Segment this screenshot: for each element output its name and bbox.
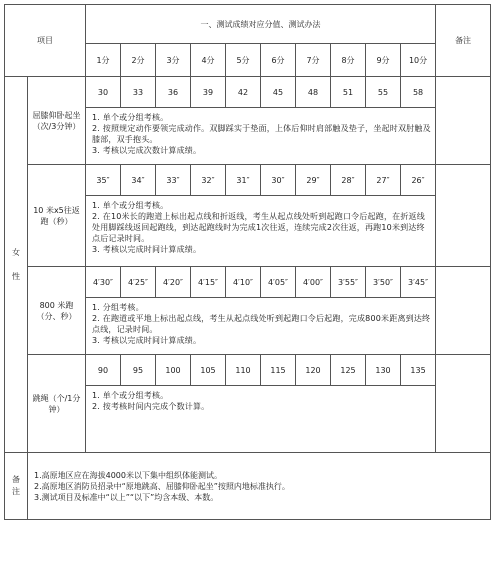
score-header-cell: 5分 (226, 44, 261, 77)
score-value-cell: 32″ (191, 165, 226, 196)
score-value-cell: 130 (366, 355, 401, 386)
event-values-row (5, 77, 491, 108)
event-method-notes (86, 298, 436, 355)
event-remark-cell (436, 355, 491, 453)
method-note-line: 3. 考核以完成时间计算成绩。 (92, 245, 202, 254)
score-value-cell: 33″ (156, 165, 191, 196)
score-value-cell: 4′10″ (226, 267, 261, 298)
event-name: 跳绳（个/1分钟） (28, 355, 86, 453)
score-header-cell: 1分 (86, 44, 121, 77)
score-value-cell: 51 (331, 77, 366, 108)
score-value-cell: 30″ (261, 165, 296, 196)
event-values-row (5, 165, 491, 196)
score-value-cell: 4′30″ (86, 267, 121, 298)
score-header-cell: 4分 (191, 44, 226, 77)
score-value-cell: 30 (86, 77, 121, 108)
score-value-cell: 95 (121, 355, 156, 386)
score-value-cell: 31″ (226, 165, 261, 196)
score-value-cell: 33 (121, 77, 156, 108)
score-value-cell: 110 (226, 355, 261, 386)
score-header-cell: 2分 (121, 44, 156, 77)
remark-header: 备注 (436, 5, 491, 77)
score-value-cell: 3′50″ (366, 267, 401, 298)
score-header-cell: 7分 (296, 44, 331, 77)
method-note-line: 1. 单个或分组考核。 (92, 391, 169, 400)
score-value-cell: 105 (191, 355, 226, 386)
footer-label-text: 备注 (12, 475, 20, 496)
event-method-notes (86, 196, 436, 267)
score-value-cell: 4′20″ (156, 267, 191, 298)
score-value-cell: 39 (191, 77, 226, 108)
score-value-cell: 3′45″ (401, 267, 436, 298)
footer-note: 3.测试项目及标准中“以上”“以下”均含本级、本数。 (34, 492, 219, 502)
score-value-cell: 34″ (121, 165, 156, 196)
fitness-standards-table (4, 4, 491, 520)
score-header-cell: 6分 (261, 44, 296, 77)
event-values-row (5, 355, 491, 386)
score-value-cell: 4′00″ (296, 267, 331, 298)
score-value-cell: 48 (296, 77, 331, 108)
score-value-cell: 115 (261, 355, 296, 386)
score-value-cell: 3′55″ (331, 267, 366, 298)
score-value-cell: 55 (366, 77, 401, 108)
event-method-notes (86, 108, 436, 165)
event-remark-cell (436, 267, 491, 355)
score-value-cell: 4′25″ (121, 267, 156, 298)
score-value-cell: 28″ (331, 165, 366, 196)
table-title: 一、测试成绩对应分值、测试办法 (86, 5, 436, 44)
score-value-cell: 4′05″ (261, 267, 296, 298)
gender-label (5, 77, 28, 453)
footer-note: 2.高原地区消防员招录中“原地跳高、屈膝仰卧起坐”按照内地标准执行。 (34, 481, 290, 491)
score-header-cell: 10分 (401, 44, 436, 77)
event-remark-cell (436, 165, 491, 267)
score-value-cell: 42 (226, 77, 261, 108)
method-note-line: 2. 按考核时间内完成个数计算。 (92, 402, 210, 411)
method-note-line: 1. 分组考核。 (92, 303, 144, 312)
gender-label-text: 女 性 (12, 247, 20, 281)
method-note-line: 2. 在10米长的跑道上标出起点线和折返线，考生从起点线处听到起跑口令后起跑，在折返线处用脚踩线返回起跑线，到达起跑线时为完成1次往返，连续完成2次往返，再跑10米到达终点后记录时间。 (92, 212, 425, 243)
score-value-cell: 45 (261, 77, 296, 108)
score-value-cell: 26″ (401, 165, 436, 196)
score-value-cell: 36 (156, 77, 191, 108)
event-values-row (5, 267, 491, 298)
method-note-line: 2. 在跑道或平地上标出起点线，考生从起点线处听到起跑口令后起跑，完成800米距离到达终点线，记录时间。 (92, 314, 431, 334)
score-value-cell: 125 (331, 355, 366, 386)
event-name: 屈膝仰卧起坐（次/3分钟） (28, 77, 86, 165)
score-header-cell: 8分 (331, 44, 366, 77)
item-header: 项目 (5, 5, 86, 77)
method-note-line: 1. 单个或分组考核。 (92, 201, 169, 210)
method-note-line: 2. 按照规定动作要领完成动作。双脚踩实于垫面，上体后仰时肩部触及垫子，坐起时双肘触及膝部，双手抱头。 (92, 124, 431, 144)
method-note-line: 1. 单个或分组考核。 (92, 113, 169, 122)
method-note-line: 3. 考核以完成次数计算成绩。 (92, 146, 202, 155)
event-name: 800 米跑（分、秒） (28, 267, 86, 355)
score-header-cell: 3分 (156, 44, 191, 77)
method-note-line: 3. 考核以完成时间计算成绩。 (92, 336, 202, 345)
footer-note: 1.高原地区应在海拔4000米以下集中组织体能测试。 (34, 470, 222, 480)
score-value-cell: 4′15″ (191, 267, 226, 298)
score-value-cell: 29″ (296, 165, 331, 196)
score-value-cell: 120 (296, 355, 331, 386)
score-value-cell: 35″ (86, 165, 121, 196)
footer-notes (28, 453, 491, 520)
score-header-cell: 9分 (366, 44, 401, 77)
event-method-notes (86, 386, 436, 453)
footer-label (5, 453, 28, 520)
event-remark-cell (436, 77, 491, 165)
score-value-cell: 58 (401, 77, 436, 108)
score-value-cell: 135 (401, 355, 436, 386)
event-name: 10 米x5往返跑（秒） (28, 165, 86, 267)
score-value-cell: 27″ (366, 165, 401, 196)
score-value-cell: 90 (86, 355, 121, 386)
score-value-cell: 100 (156, 355, 191, 386)
